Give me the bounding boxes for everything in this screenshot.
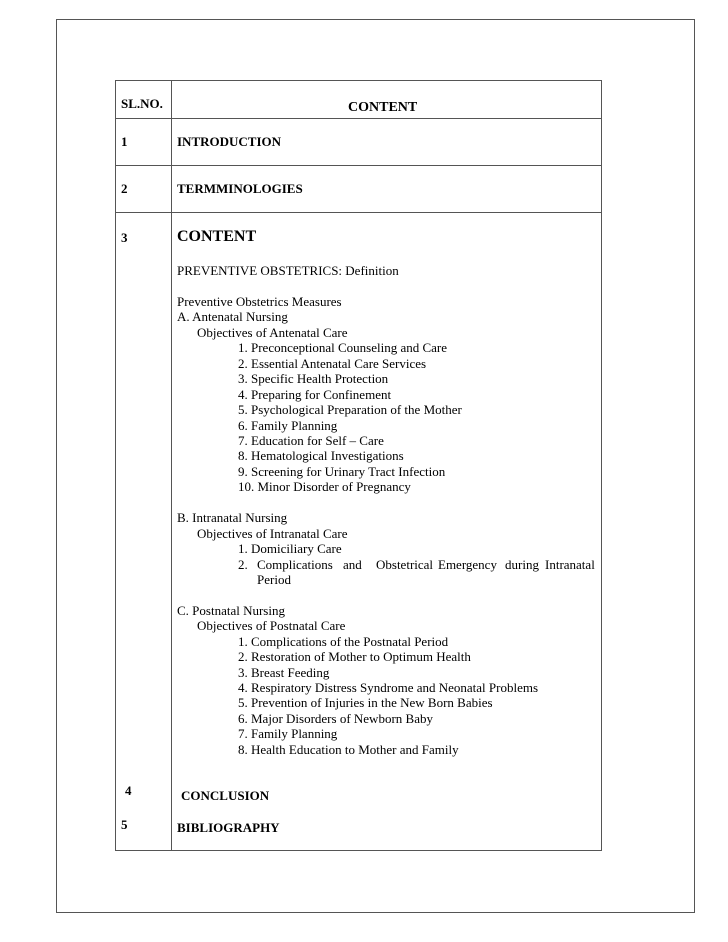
list-item: 5. Prevention of Injuries in the New Born Babies xyxy=(238,695,493,710)
list-item: 10. Minor Disorder of Pregnancy xyxy=(238,479,411,494)
list-item: 4. Respiratory Distress Syndrome and Neonatal Problems xyxy=(238,680,539,695)
content-header: CONTENT xyxy=(348,100,418,115)
row-divider xyxy=(116,118,601,119)
row-divider xyxy=(116,165,601,166)
list-item: 1. Domiciliary Care xyxy=(238,541,342,556)
list-item: 2. Essential Antenatal Care Services xyxy=(238,356,427,371)
list-item: 6. Major Disorders of Newborn Baby xyxy=(238,711,433,726)
list-item: 1. Preconceptional Counseling and Care xyxy=(238,340,448,355)
list-item: 3. Breast Feeding xyxy=(238,665,330,680)
list-item: 8. Hematological Investigations xyxy=(238,448,404,463)
list-item-continuation: Period xyxy=(257,572,291,587)
section-c-objectives: Objectives of Postnatal Care xyxy=(197,618,346,633)
row-divider xyxy=(116,212,601,213)
justified-word: Emergency xyxy=(438,557,497,572)
row-number: 5 xyxy=(121,817,128,832)
section-a-objectives: Objectives of Antenatal Care xyxy=(197,325,348,340)
row-number: 3 xyxy=(121,230,128,245)
list-item-number: 2. xyxy=(238,557,248,572)
justified-word: Complications xyxy=(257,557,333,572)
row-number: 4 xyxy=(125,783,132,798)
section-a-heading: A. Antenatal Nursing xyxy=(177,309,288,324)
row-number: 2 xyxy=(121,181,128,196)
list-item: 7. Education for Self – Care xyxy=(238,433,384,448)
contents-table xyxy=(115,80,602,851)
row-title-introduction: INTRODUCTION xyxy=(177,134,282,149)
section-b-objectives: Objectives of Intranatal Care xyxy=(197,526,348,541)
row-title-content: CONTENT xyxy=(177,228,257,245)
section-b-heading: B. Intranatal Nursing xyxy=(177,510,288,525)
column-divider xyxy=(171,81,172,850)
row-title-bibliography: BIBLIOGRAPHY xyxy=(177,820,280,835)
justified-word: during xyxy=(505,557,539,572)
list-item: 7. Family Planning xyxy=(238,726,338,741)
list-item: 1. Complications of the Postnatal Period xyxy=(238,634,449,649)
list-item: 5. Psychological Preparation of the Mother xyxy=(238,402,462,417)
section-c-heading: C. Postnatal Nursing xyxy=(177,603,285,618)
row-title-conclusion: CONCLUSION xyxy=(181,788,270,803)
justified-word: Obstetrical xyxy=(376,557,434,572)
justified-word: Intranatal xyxy=(545,557,595,572)
slno-header: SL.NO. xyxy=(121,96,163,111)
measures-line: Preventive Obstetrics Measures xyxy=(177,294,342,309)
list-item: 3. Specific Health Protection xyxy=(238,371,389,386)
list-item: 2. Restoration of Mother to Optimum Health xyxy=(238,649,471,664)
justified-word: and xyxy=(343,557,362,572)
row-number: 1 xyxy=(121,134,128,149)
list-item: 9. Screening for Urinary Tract Infection xyxy=(238,464,446,479)
list-item: 6. Family Planning xyxy=(238,418,338,433)
list-item: 4. Preparing for Confinement xyxy=(238,387,392,402)
list-item: 8. Health Education to Mother and Family xyxy=(238,742,459,757)
row-title-terminologies: TERMMINOLOGIES xyxy=(177,181,303,196)
definition-line: PREVENTIVE OBSTETRICS: Definition xyxy=(177,263,399,278)
